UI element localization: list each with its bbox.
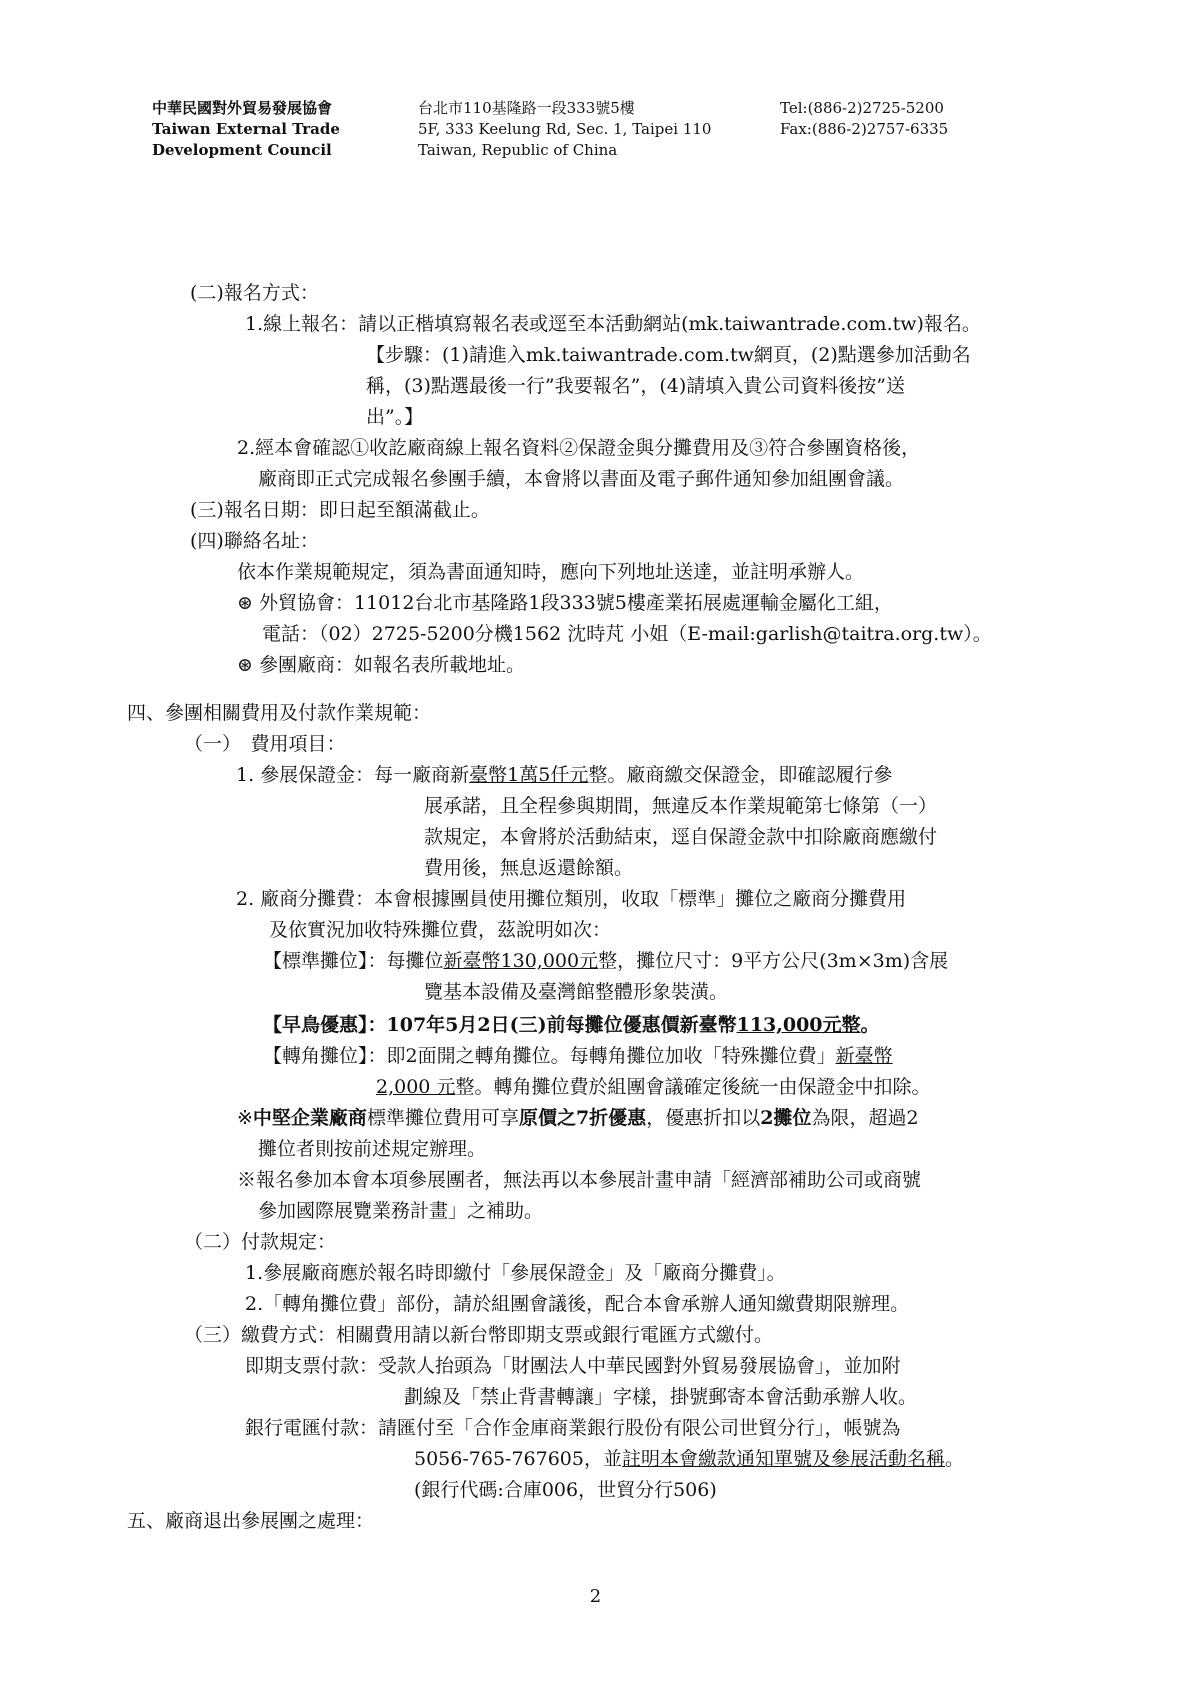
withdrawal-section-heading: 五、廠商退出參展團之處理：: [127, 1510, 375, 1532]
subsidy-note-2: 參加國際展覽業務計畫」之補助。: [258, 1200, 544, 1222]
wire-payment-1: 銀行電匯付款：請匯付至「合作金庫商業銀行股份有限公司世貿分行」，帳號為: [245, 1417, 901, 1439]
standard-booth: [263, 948, 948, 974]
corner-booth-cont: [376, 1074, 930, 1100]
online-registration: 1.線上報名：請以正楷填寫報名表或逕至本活動網站(mk.taiwantrade.com.tw)報名。: [245, 313, 981, 335]
registration-steps-2: 稱，(3)點選最後一行”我要報名”，(4)請填入貴公司資料後按”送: [366, 375, 905, 397]
note-text-3: 為限，超過2: [811, 1107, 919, 1129]
deposit-line: [236, 762, 892, 788]
address-en-1: 5F, 333 Keelung Rd, Sec. 1, Taipei 110: [418, 120, 712, 138]
deposit-text: 整。廠商繳交保證金，即確認履行參: [588, 764, 893, 786]
mid-size-enterprise-note: [237, 1105, 919, 1131]
registration-steps-1: 【步驟：(1)請進入mk.taiwantrade.com.tw網頁，(2)點選參加活動名: [366, 344, 971, 366]
org-name-en-1: Taiwan External Trade: [152, 120, 340, 138]
org-name-en-2: Development Council: [152, 141, 332, 159]
note-text-2: ，優惠折扣以: [646, 1107, 761, 1129]
registration-confirm-1: 2.經本會確認①收訖廠商線上報名資料②保證金與分攤費用及③符合參團資格後，: [237, 437, 921, 459]
bank-account: 5056-765-767605，並: [414, 1448, 622, 1470]
letterhead-contact: [780, 98, 948, 140]
corner-booth-label: 【轉角攤位】：即2面開之轉角攤位。每轉角攤位加收「特殊攤位費」: [263, 1045, 836, 1067]
registration-steps-3: 出”。】: [366, 406, 424, 428]
page-number: 2: [589, 1586, 602, 1607]
fees-section-heading: 四、參團相關費用及付款作業規範：: [127, 702, 432, 724]
early-bird-end: 。: [860, 1014, 880, 1036]
payment-method-heading: （三）繳費方式：相關費用請以新台幣即期支票或銀行電匯方式繳付。: [184, 1324, 774, 1346]
note-discount: 原價之7折優惠: [518, 1107, 647, 1129]
standard-booth-text: 整，攤位尺寸：9平方公尺(3m×3m)含展: [598, 950, 949, 972]
corner-booth-text: 整。轉角攤位費於組團會議確定後統一由保證金中扣除。: [455, 1076, 931, 1098]
subsidy-note-1: ※報名參加本會本項參展團者，無法再以本參展計畫申請「經濟部補助公司或商號: [237, 1169, 922, 1191]
letterhead-address: [418, 98, 711, 161]
bank-code: (銀行代碼:合庫006，世貿分行506): [414, 1479, 717, 1501]
early-bird: [263, 1012, 880, 1038]
wire-end: 。: [945, 1448, 965, 1470]
note-mid-size-enterprise: 中堅企業廠商: [252, 1107, 367, 1129]
payment-rule-1: 1.參展廠商應於報名時即繳付「參展保證金」及「廠商分攤費」。: [245, 1262, 786, 1284]
check-payment-2: 劃線及「禁止背書轉讓」字樣，掛號郵寄本會活動承辦人收。: [404, 1386, 918, 1408]
registration-date: (三)報名日期：即日起至額滿截止。: [190, 499, 490, 521]
address-en-2: Taiwan, Republic of China: [418, 141, 618, 159]
early-bird-price: 113,000元整: [736, 1014, 861, 1036]
standard-booth-label: 【標準攤位】：每攤位: [263, 950, 444, 972]
org-name-zh: 中華民國對外貿易發展協會: [152, 99, 333, 117]
note-booth-limit: 2攤位: [760, 1107, 812, 1129]
letterhead-organization: [152, 98, 340, 161]
deposit-cont-3: 費用後，無息返還餘額。: [424, 857, 634, 879]
fee-items-heading: （一） 費用項目：: [184, 733, 346, 755]
telephone: Tel:(886-2)2725-5200: [780, 99, 944, 117]
contact-address-heading: (四)聯絡名址：: [190, 530, 319, 552]
standard-booth-price: 新臺幣130,000元: [443, 950, 599, 972]
wire-note: 註明本會繳款通知單號及參展活動名稱: [622, 1448, 946, 1470]
deposit-cont-1: 展承諾，且全程參與期間，無違反本作業規範第七條第（一）: [424, 795, 938, 817]
contact-address-intro: 依本作業規範規定，須為書面通知時，應向下列地址送達，並註明承辦人。: [237, 561, 865, 583]
corner-booth-fee: 2,000 元: [376, 1076, 456, 1098]
deposit-amount: 臺幣1萬5仟元: [469, 764, 589, 786]
note-mark: ※: [237, 1107, 253, 1129]
taitra-contact-phone: 電話：（02）2725-5200分機1562 沈時芃 小姐（E-mail:garlish@taitra.org.tw）。: [262, 623, 992, 645]
deposit-cont-2: 款規定，本會將於活動結束，逕自保證金款中扣除廠商應繳付: [424, 826, 938, 848]
address-zh: 台北市110基隆路一段333號5樓: [418, 99, 635, 117]
vendor-address: ⊛ 參團廠商：如報名表所載地址。: [237, 654, 525, 676]
registration-method-heading: (二)報名方式：: [190, 282, 319, 304]
wire-payment-2: [414, 1446, 964, 1472]
cost-sharing-2: 及依實況加收特殊攤位費，茲說明如次：: [269, 919, 612, 941]
taitra-address: ⊛ 外貿協會：11012台北市基隆路1段333號5樓產業拓展處運輸金屬化工組，: [237, 592, 893, 614]
standard-booth-cont: 覽基本設備及臺灣館整體形象裝潢。: [424, 981, 729, 1003]
deposit-label: 1. 參展保證金：每一廠商新: [236, 764, 470, 786]
payment-rules-heading: （二）付款規定：: [184, 1231, 337, 1253]
note-text-1: 標準攤位費用可享: [366, 1107, 519, 1129]
fax: Fax:(886-2)2757-6335: [780, 120, 949, 138]
payment-rule-2: 2.「轉角攤位費」部份，請於組團會議後，配合本會承辦人通知繳費期限辦理。: [245, 1293, 910, 1315]
registration-confirm-2: 廠商即正式完成報名參團手續，本會將以書面及電子郵件通知參加組團會議。: [258, 468, 905, 490]
corner-booth-currency: 新臺幣: [835, 1045, 893, 1067]
early-bird-label: 【早鳥優惠】：107年5月2日(三)前每攤位優惠價新臺幣: [263, 1014, 737, 1036]
cost-sharing-1: 2. 廠商分攤費：本會根據團員使用攤位類別，收取「標準」攤位之廠商分攤費用: [236, 888, 907, 910]
mid-size-enterprise-note-cont: 攤位者則按前述規定辦理。: [258, 1138, 487, 1160]
check-payment-1: 即期支票付款：受款人抬頭為「財團法人中華民國對外貿易發展協會」，並加附: [245, 1355, 901, 1377]
corner-booth: [263, 1043, 893, 1069]
